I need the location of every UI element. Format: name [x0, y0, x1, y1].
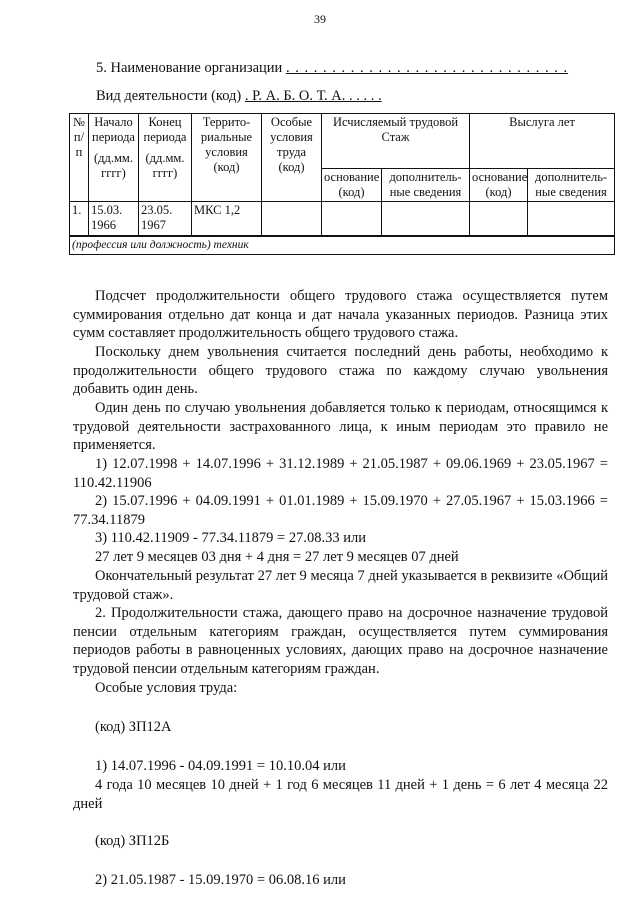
code-zp12a: (код) ЗП12А	[95, 719, 172, 735]
header-special-conditions: Особые условия труда (код)	[262, 114, 322, 202]
header-start-period	[89, 114, 139, 202]
profession-note: (профессия или должность) техник	[70, 236, 615, 255]
calc-step-2: 2) 15.07.1996 + 04.09.1991 + 01.01.1989 + 15.09.1970 + 27.05.1967 + 15.03.1966 = 77.34.11879	[73, 493, 608, 528]
activity-label: Вид деятельности (код)	[96, 88, 242, 104]
header-end-label: Конец периода	[143, 115, 187, 144]
calc-zp12a-1: 1) 14.07.1996 - 04.09.1991 = 10.10.04 или	[95, 758, 346, 774]
calc-zp12a-result: 4 года 10 месяцев 10 дней + 1 год 6 месяцев 11 дней + 1 день = 6 лет 4 месяца 22 дней	[73, 777, 608, 812]
paragraph-dismissal-day: Поскольку днем увольнения считается последний день работы, необходимо к продолжительности общего трудового стажа по каждому случаю увольнения добавить один день.	[73, 344, 608, 397]
calc-step-1: 1) 12.07.1998 + 14.07.1996 + 31.12.1989 + 21.05.1987 + 09.06.1969 + 23.05.1967 = 110.42.11906	[73, 456, 608, 491]
header-service-years: Выслуга лет	[470, 114, 615, 169]
row-end: 23.05. 1967	[139, 202, 192, 236]
paragraph-summation: Подсчет продолжительности общего трудового стажа осуществляется путем суммирования отдельно дат конца и дат начала указанных периодов. Разница этих сумм составляет продолжительность общего трудового стажа.	[73, 288, 608, 341]
header-basis-2: основание (код)	[470, 169, 528, 202]
calc-result-days: 27 лет 9 месяцев 03 дня + 4 дня = 27 лет 9 месяцев 07 дней	[95, 549, 459, 565]
table-row	[70, 202, 615, 236]
row-extra-2	[528, 202, 615, 236]
row-territorial: МКС 1,2	[192, 202, 262, 236]
organization-line	[96, 60, 568, 77]
profession-row	[70, 236, 615, 255]
paragraph-one-day-rule: Один день по случаю увольнения добавляется только к периодам, относящимся к трудовой деятельности застрахованного лица, к иным периодам это правило не применяется.	[73, 400, 608, 453]
special-conditions-heading: Особые условия труда:	[95, 680, 238, 696]
header-end-format: (дд.мм. гггг)	[145, 151, 185, 180]
table-header-row	[70, 114, 615, 169]
row-basis-2	[470, 202, 528, 236]
header-calculated-stazh: Исчисляемый трудовой Стаж	[322, 114, 470, 169]
header-extra-2: дополнитель-ные сведения	[528, 169, 615, 202]
code-zp12b: (код) ЗП12Б	[95, 833, 170, 849]
row-extra-1	[382, 202, 470, 236]
paragraph-early-pension: 2. Продолжительности стажа, дающего право на досрочное назначение трудовой пенсии отдельным категориям граждан, осуществляется путем суммирования периодов работы в равноценных условиях, дающих право на досрочное назначение трудовой пенсии отдельным категориям граждан.	[73, 605, 608, 677]
stazh-table	[69, 113, 615, 255]
header-start-format: (дд.мм. гггг)	[94, 151, 133, 180]
header-end-period	[139, 114, 192, 202]
header-number: № п/п	[70, 114, 89, 202]
activity-line	[96, 88, 382, 105]
organization-dots: . . . . . . . . . . . . . . . . . . . . . . . . . . . . . . .	[285, 60, 569, 76]
header-start-label: Начало периода	[92, 115, 135, 144]
row-number: 1.	[70, 202, 89, 236]
header-territorial: Террито-риальные условия (код)	[192, 114, 262, 202]
calc-zp12b-1: 2) 21.05.1987 - 15.09.1970 = 06.08.16 или	[95, 872, 346, 888]
calc-step-3: 3) 110.42.11909 - 77.34.11879 = 27.08.33 или	[95, 530, 366, 546]
paragraph-final-result: Окончательный результат 27 лет 9 месяца 7 дней указывается в реквизите «Общий трудовой стаж».	[73, 568, 608, 603]
row-basis-1	[322, 202, 382, 236]
header-extra-1: дополнитель-ные сведения	[382, 169, 470, 202]
row-special	[262, 202, 322, 236]
activity-value: . Р. А. Б. О. Т. А. . . . . .	[244, 88, 382, 104]
row-start: 15.03. 1966	[89, 202, 139, 236]
organization-label: 5. Наименование организации	[96, 60, 283, 76]
page-number: 39	[314, 12, 326, 26]
header-basis-1: основание (код)	[322, 169, 382, 202]
